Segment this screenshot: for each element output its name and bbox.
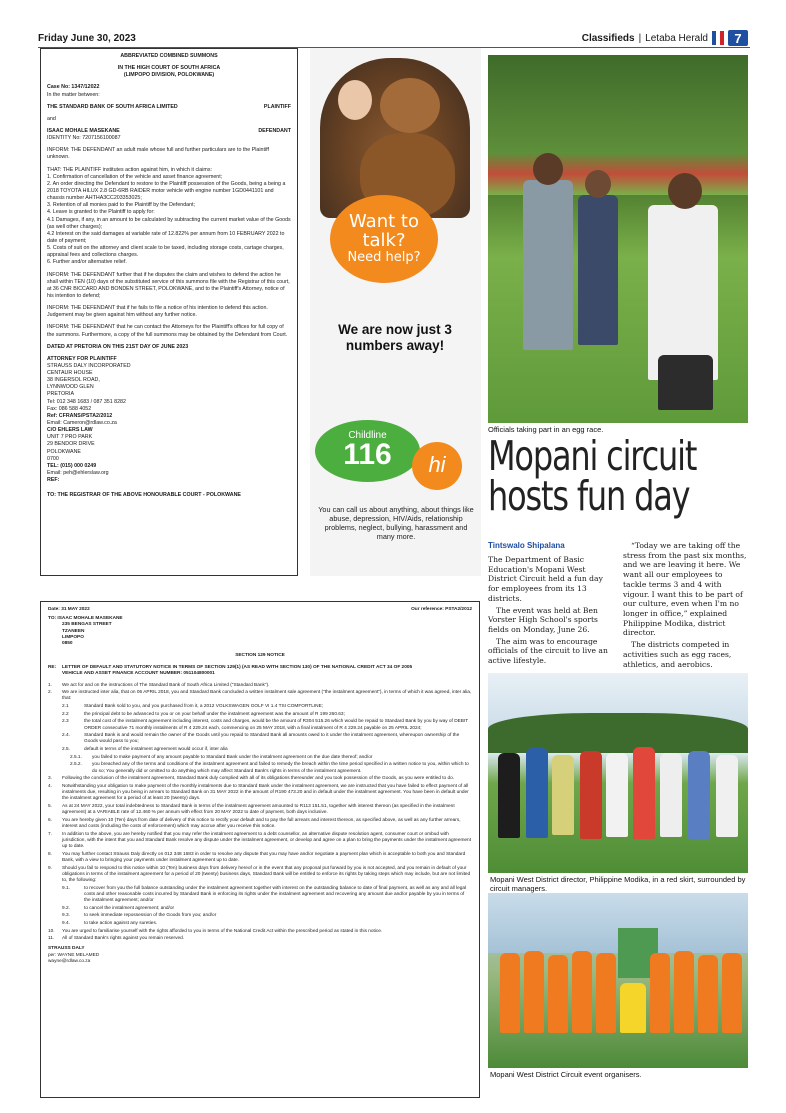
notice-items bbox=[48, 683, 472, 943]
need-help-line: Need help? bbox=[347, 249, 421, 265]
notice-item-number: 7. bbox=[48, 831, 52, 837]
notice-item bbox=[48, 712, 472, 718]
attorney-line: Email: peh@ehlerslaw.org bbox=[47, 470, 109, 477]
notice-item bbox=[48, 852, 472, 864]
ad-body-text: You can call us about anything, about things like abuse, depression, HIV/Aids, relationship problems, neglect, bullying, harassment and many more. bbox=[318, 505, 474, 542]
want-line: Want to bbox=[349, 211, 419, 232]
section-header bbox=[582, 30, 748, 46]
notice-item-number: 9. bbox=[48, 865, 52, 871]
defendant-row bbox=[47, 128, 291, 135]
inform-paragraph: INFORM: THE DEFENDANT further that if he disputes the claim and wishes to defend the action he shall within TEN (10) days of the substituted service of this summons file with the Registrar of this court, at 36 CNR BICCARD AND BONDEN STREET, POLOKWANE, and to the Plaintiff's Attorney, notice of his intention to defend; bbox=[47, 271, 290, 299]
photo-caption: Mopani West District director, Philippine Modika, in a red skirt, surrounded by circuit managers. bbox=[490, 875, 746, 893]
attorney-line: ATTORNEY FOR PLAINTIFF bbox=[47, 355, 117, 362]
notice-item-number: 2.3 bbox=[62, 719, 69, 725]
notice-item bbox=[48, 921, 472, 927]
notice-item-number: 2.1 bbox=[62, 704, 69, 710]
attorney-line: Ref: CFRANS/PSTA2/2012 bbox=[47, 412, 113, 419]
notice-item-number: 9.1. bbox=[62, 885, 70, 891]
headline-line-1: Mopani circuit bbox=[488, 432, 697, 480]
recipient-line: LIMPOPO bbox=[62, 634, 84, 640]
plaintiff-role: PLAINTIFF bbox=[263, 103, 291, 110]
attorney-line: PRETORIA bbox=[47, 391, 74, 398]
recipient-line: 0850 bbox=[62, 640, 73, 646]
notice-item-number: 1. bbox=[48, 682, 52, 688]
and-line: and bbox=[47, 115, 56, 122]
photo-caption: Officials taking part in an egg race. bbox=[488, 425, 604, 434]
re-account: VEHICLE AND ASSET FINANCE ACCOUNT NUMBER: 051104800001 bbox=[62, 671, 215, 677]
summons-title: ABBREVIATED COMBINED SUMMONS bbox=[120, 53, 218, 59]
inform-paragraph: INFORM: THE DEFENDANT an adult male whose full and further particulars are to the Plaintiff unknown. bbox=[47, 147, 269, 161]
article-paragraph: The districts competed in activities such as egg races, athletics, and aerobics. bbox=[623, 640, 732, 669]
claim-item: 1. Confirmation of cancellation of the vehicle and asset finance agreement; bbox=[47, 173, 223, 180]
claim-item: 4.2 Interest on the said damages at variable rate of 12.822% per annum from 10 FEBRUARY 2022 to date of payment; bbox=[47, 230, 285, 244]
notice-item-text: to take action against any sureties. bbox=[84, 920, 158, 926]
notice-item-number: 9.3. bbox=[62, 913, 70, 919]
inform-paragraph: INFORM: THE DEFENDANT that if he fails to file a notice of his intention to defend this action. Judgement may be given against him without any further notice. bbox=[47, 305, 268, 319]
childline-number: 116 bbox=[343, 438, 392, 471]
notice-item-number: 10. bbox=[48, 928, 55, 934]
attorney-line: Email: Cameron@rdlaw.co.za bbox=[47, 420, 117, 427]
ad-headline: We are now just 3 numbers away! bbox=[338, 322, 452, 353]
attorney-line: STRAUSS DALY INCORPORATED bbox=[47, 362, 131, 369]
defendant-name: ISAAC MOHALE MASEKANE bbox=[47, 127, 120, 134]
notice-item-number: 2. bbox=[48, 690, 52, 696]
recipient-block bbox=[48, 616, 472, 647]
notice-item-number: 9.2. bbox=[62, 905, 70, 911]
notice-item-number: 4. bbox=[48, 783, 52, 789]
notice-item-number: 2.5. bbox=[62, 747, 70, 753]
notice-item bbox=[48, 719, 472, 731]
notice-item-number: 2.5.1. bbox=[70, 754, 82, 760]
notice-item bbox=[48, 866, 472, 885]
notice-item-text: Should you fail to respond to this notice within 10 (Ten) business days from delivery hereof or in the event that any proposal put forward by you is not accepted, and you remain in default of your obligations in terms of the instalment agreement for a period of 20 (twenty) business days, Standard Bank will be entitled to enforce its rights by taking steps which may include, but are not limited to, the following: bbox=[62, 865, 471, 883]
matter-line: In the matter between: bbox=[47, 91, 100, 98]
notice-item-text: default in terms of the instalment agreement would occur if, inter alia bbox=[84, 747, 228, 753]
notice-item bbox=[48, 704, 472, 710]
re-label: RE: bbox=[48, 665, 57, 671]
notice-item-text: You may further contact Strauss Daly directly on 012 348 1683 in order to resolve any dispute that you may have and/or negotiate a payment plan which is acceptable to both you and Standard Bank, with a view to bringing your payments under instalment agreement up to date. bbox=[62, 851, 466, 863]
attorney-line: 0700 bbox=[47, 455, 59, 462]
plaintiff-row bbox=[47, 104, 291, 111]
notice-date: Date: 31 MAY 2022 bbox=[48, 607, 90, 612]
page-number: 7 bbox=[728, 30, 748, 46]
notice-item-number: 5. bbox=[48, 803, 52, 809]
talk-line: talk? bbox=[362, 229, 406, 251]
notice-item-text: We act for and on the instructions of The Standard Bank of South Africa Limited (“Standard Bank”). bbox=[62, 682, 270, 688]
case-number: Case No: 1347/12022 bbox=[47, 84, 100, 91]
notice-reference: Our reference: PSTA2/2012 bbox=[411, 607, 472, 612]
claim-item: 3. Retention of all monies paid to the Plaintiff by the Defendant; bbox=[47, 202, 196, 209]
notice-item bbox=[48, 804, 472, 816]
attorney-line: 38 INGERSOL ROAD, bbox=[47, 377, 100, 384]
recipient-line: TO: ISAAC MOHALE MASEKANE bbox=[48, 616, 123, 622]
notice-item-text: the principal debt to be advanced to you or on your behalf under the instalment agreement was the amount of R 199 260.63; bbox=[84, 711, 345, 717]
identity-number: IDENTITY No: 7207156100087 bbox=[47, 135, 121, 142]
notice-item-number: 11. bbox=[48, 936, 55, 942]
signature-email: wayne@rdlaw.co.za bbox=[48, 958, 91, 964]
attorney-line: UNIT 7 PRO PARK bbox=[47, 434, 93, 441]
article-paragraph: “Today we are taking off the stress from the past six months, and we are leaving it here. We want all our employees to tackle terms 3 and 4 with vigour. I want this to be part of our culture, even when I'm no longer in office,” explained Philippine Modika, district director. bbox=[623, 541, 747, 638]
notice-item-text: the total cost of the instalment agreement including interest, costs and charges, would be the amount of R304 515.26 which would be repaid to Standard Bank by you by way of DEBIT ORDER consecutive 71 monthly instalments of R 4 229.24 each, commencing on 25 MAY 2018, with a final instalment of R 4 229.24 payable on 25 APRIL 2024; bbox=[84, 719, 469, 731]
attorney-line: POLOKWANE bbox=[47, 448, 81, 455]
notice-item-text: to seek immediate repossession of the Goods from you; and/or bbox=[84, 913, 217, 919]
notice-item-text: to recover from you the full balance outstanding under the instalment agreement together with interest on the outstanding balance to date of final payment, as well as any and all legal costs and other reasonable costs incurred by Standard Bank in enforcing its rights under the instalment agreement and recovering any amount due and/or payable by you in terms of the instalment agreement; and/or bbox=[84, 885, 467, 903]
notice-item-number: 2.5.2. bbox=[70, 762, 82, 768]
notice-item bbox=[48, 936, 472, 942]
plaintiff-name: THE STANDARD BANK OF SOUTH AFRICA LIMITED bbox=[47, 103, 178, 110]
attorney-line: CENTAUR HOUSE bbox=[47, 370, 93, 377]
attorney-line: LYNNWOOD GLEN bbox=[47, 384, 94, 391]
summons-notice bbox=[40, 48, 298, 576]
hi-bubble: hi bbox=[412, 442, 462, 490]
notice-item bbox=[48, 818, 472, 830]
notice-item-text: You are urged to familiarise yourself with the rights afforded to you in terms of the National Credit Act within the prescribed period as stated in this notice. bbox=[62, 928, 383, 934]
article-headline bbox=[488, 432, 697, 521]
notice-item-number: 3. bbox=[48, 776, 52, 782]
attorney-line: Tel: 012 348 1683 / 087 351 8282 bbox=[47, 398, 126, 405]
court-division: (LIMPOPO DIVISION, POLOKWANE) bbox=[123, 72, 215, 79]
attorney-line: 29 BENDOR DRIVE bbox=[47, 441, 95, 448]
notice-item-text: You are hereby given 10 (Ten) days from date of delivery of this notice to rectify your default and to pay the full arrears and interest thereon, as specified above, as well as any further arrears, interest and costs (including the costs of enforcement) which may accrue after you receive this notice. bbox=[62, 817, 461, 829]
inform-paragraph: INFORM: THE DEFENDANT that he can contact the Attorneys for the Plaintiff's offices for full copy of the summons. Furthermore, a copy of the full summons may be obtained by the Defendant from Court. bbox=[47, 324, 288, 338]
section-name: Classifieds bbox=[581, 32, 635, 44]
childline-number-bubble bbox=[315, 420, 420, 482]
section-129-notice bbox=[40, 601, 480, 1098]
notice-date-row bbox=[48, 607, 472, 613]
event-organisers-photo bbox=[488, 893, 748, 1068]
notice-item-text: to cancel the instalment agreement; and/or bbox=[84, 905, 175, 911]
signature-firm: STRAUSS DALY bbox=[48, 946, 85, 952]
signature-per: per: WAYNE MELAMED bbox=[48, 952, 100, 958]
attorney-line: Fax: 086 588 4052 bbox=[47, 405, 92, 412]
article-paragraph: The aim was to encourage officials of the circuit to live an active lifestyle. bbox=[488, 636, 608, 666]
notice-item bbox=[48, 906, 472, 912]
notice-item bbox=[48, 747, 472, 753]
article-paragraph: The event was held at Ben Vorster High School's sports fields on Monday, June 26. bbox=[488, 605, 598, 635]
notice-item bbox=[48, 690, 472, 702]
egg-race-photo bbox=[488, 55, 748, 423]
red-bar-icon bbox=[720, 31, 724, 45]
section-heading: SECTION 129 NOTICE bbox=[235, 653, 285, 659]
notice-item-text: All of Standard Bank's rights against you remain reserved. bbox=[62, 936, 185, 942]
dated-line: DATED AT PRETORIA ON THIS 21ST DAY OF JUNE 2023 bbox=[47, 343, 189, 350]
notice-item bbox=[48, 762, 472, 774]
notice-item-text: Following the conclusion of the instalment agreement, Standard Bank duly complied with all of its obligations thereunder and you took possession of the Goods, as you were entitled to do. bbox=[62, 776, 455, 782]
notice-item-text: you failed to make payment of any amount payable to Standard Bank under the instalment agreement on the due date thereof; and/or bbox=[92, 754, 373, 760]
article-column-1 bbox=[488, 555, 611, 668]
paper-name: Letaba Herald bbox=[645, 32, 708, 44]
notice-item bbox=[48, 784, 472, 803]
notice-item bbox=[48, 886, 472, 905]
child-with-teddy-bear-image bbox=[320, 58, 470, 218]
notice-item bbox=[48, 776, 472, 782]
re-block bbox=[48, 665, 472, 677]
district-director-photo bbox=[488, 673, 748, 873]
recipient-line: 235 BENGAS STREET bbox=[62, 622, 112, 628]
attorney-line: C/O EHLERS LAW bbox=[47, 427, 93, 434]
article-column-2 bbox=[623, 541, 748, 671]
claims-intro: THAT: THE PLAINTIFF institutes action against him, in which it claims: bbox=[47, 166, 212, 173]
notice-item-text: In addition to the above, you are hereby notified that you may refer the instalment agreement to a debt counsellor, an alternative dispute resolution agent, consumer court or ombud with jurisdiction, with the intent that you and Standard Bank resolve any dispute under the instalment agreement, or develop and agree on a plan to bring the payments under the instalment agreement up to date. bbox=[62, 831, 472, 849]
issue-date: Friday June 30, 2023 bbox=[38, 33, 136, 44]
court-name: IN THE HIGH COURT OF SOUTH AFRICA bbox=[117, 65, 221, 72]
notice-item bbox=[48, 755, 472, 761]
notice-item-text: Notwithstanding your obligation to make payment of the monthly instalments due to Standard Bank under the instalment agreement, we are instructed that you have failed to effect payment of all instalments due, resulting in you being in arrears to Standard Bank on 31 MAY 2022 in the amount of R190 473.20 and in default under the instalment agreement. You have been in default under the instalment agreement for a period of at least 20 (twenty) days. bbox=[62, 783, 469, 802]
claim-item: 4.1 Damages, if any, in an amount to be calculated by subtracting the current market value of the Goods (as well other charges); bbox=[47, 216, 291, 230]
blue-bar-icon bbox=[712, 31, 716, 45]
notice-item-number: 6. bbox=[48, 817, 52, 823]
notice-item-text: As at 24 MAY 2022, your total indebtedness to Standard Bank in terms of the instalment agreement amounted to R113 151.51, together with interest thereon (as specified in the instalment agreement) at a VARIABLE rate of 12.460 % per annum with effect from 20 MAY 2022 to date of payment, both days inclusive. bbox=[62, 803, 455, 816]
article-paragraph: The Department of Basic Education's Mopani West District Circuit held a fun day for employees from its 13 districts. bbox=[488, 555, 603, 603]
notice-item-text: Standard Bank sold to you, and you purchased from it, a 2012 VOLKSWAGEN GOLF VI 1.4 TSI COMFORTLINE; bbox=[84, 704, 324, 710]
notice-item-number: 2.2 bbox=[62, 711, 69, 717]
claim-item: 2. An order directing the Defendant to restore to the Plaintiff possession of the Goods, being a being a 2018 TOYOTA HILUX 2.8 GD-6RB RAIDER motor vehicle with engine number 1GD0441101 and chassis number AHTHA3CC203353025; bbox=[47, 180, 286, 202]
claim-item: 6. Further and/or alternative relief. bbox=[47, 259, 127, 266]
notice-item-text: Standard Bank is and would remain the owner of the Goods until you repaid to Standard Bank all amounts owed to it under the instalment agreement, whereupon ownership of the Goods would pass to you; bbox=[84, 733, 460, 745]
photo-caption: Mopani West District Circuit event organisers. bbox=[490, 1070, 642, 1079]
notice-item-number: 2.4. bbox=[62, 733, 70, 739]
notice-item bbox=[48, 913, 472, 919]
childline-label: Childline bbox=[348, 430, 387, 441]
registrar-line: TO: THE REGISTRAR OF THE ABOVE HONOURABLE COURT - POLOKWANE bbox=[47, 492, 241, 499]
notice-item bbox=[48, 929, 472, 935]
claim-item: 4. Leave is granted to the Plaintiff to apply for: bbox=[47, 209, 155, 216]
notice-item bbox=[48, 733, 472, 745]
recipient-line: TZANEEN bbox=[62, 628, 85, 634]
notice-item bbox=[48, 832, 472, 851]
header-separator: | bbox=[638, 32, 642, 44]
attorney-block bbox=[47, 356, 291, 485]
attorney-line: TEL: (015) 000 0249 bbox=[47, 462, 97, 469]
re-text: LETTER OF DEFAULT AND STATUTORY NOTICE IN TERMS OF SECTION 129(1) (AS READ WITH SECTION 130) OF THE NATIONAL CREDIT ACT 34 OF 2005 bbox=[62, 665, 413, 671]
headline-line-2: hosts fun day bbox=[488, 472, 690, 521]
want-to-talk-bubble bbox=[330, 195, 438, 283]
notice-item-text: you breached any of the terms and conditions of the instalment agreement and failed to remedy the breach within the time period specified in a written notice to you, within which to do so; You generally did or omitted to do anything which may affect Standard Bank's rights in terms of the instalment agreement. bbox=[92, 762, 469, 774]
attorney-line: REF: bbox=[47, 477, 60, 484]
byline: Tintswalo Shipalana bbox=[488, 541, 565, 550]
notice-item-text: We are instructed inter alia, that on 06 APRIL 2018, you and Standard Bank concluded a written instalment sale agreement (“the instalment agreement”), in terms of which it was agreed, inter alia, that: bbox=[62, 690, 472, 702]
notice-item-number: 8. bbox=[48, 851, 52, 857]
defendant-role: DEFENDANT bbox=[258, 127, 291, 134]
notice-item bbox=[48, 683, 472, 689]
claim-item: 5. Costs of suit on the attorney and client scale to be taxed, including storage costs, cartage charges, appraisal fees and collections charges. bbox=[47, 245, 284, 259]
notice-item-number: 9.4. bbox=[62, 920, 70, 926]
claims-list bbox=[47, 167, 291, 267]
